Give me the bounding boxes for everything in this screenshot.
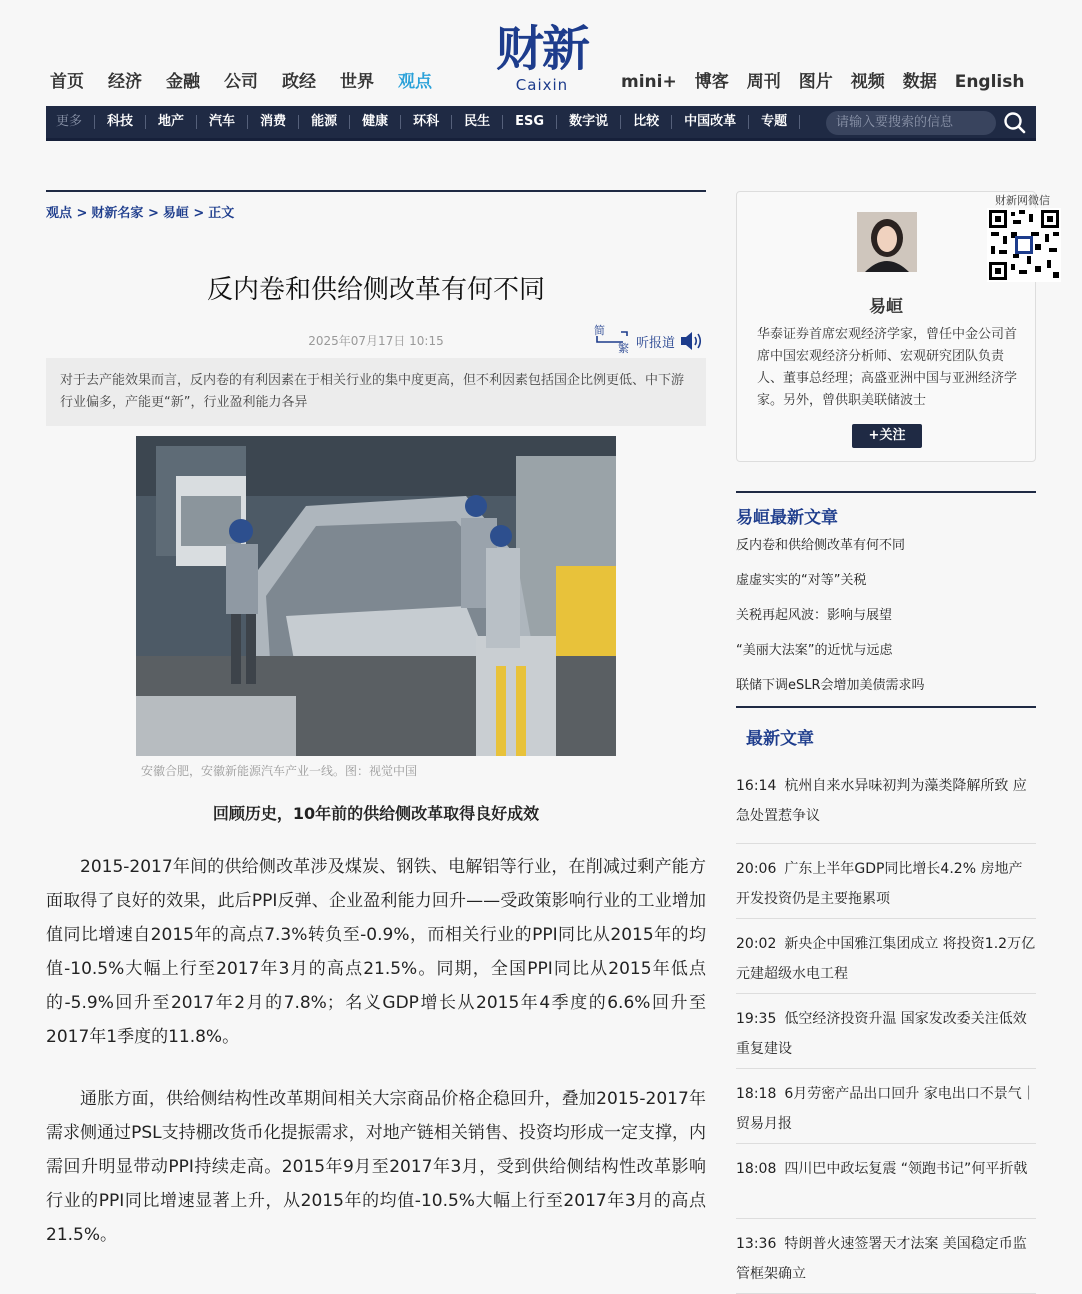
navbar-health[interactable]: 健康 [350, 115, 401, 129]
simplified-traditional-toggle[interactable] [593, 324, 631, 354]
nav-video[interactable]: 视频 [850, 72, 885, 92]
nav-english[interactable]: English [954, 72, 1025, 92]
latest-news-heading: 最新文章 [746, 729, 814, 749]
nav-weekly[interactable]: 周刊 [746, 72, 781, 92]
breadcrumb-author[interactable]: 易峘 > [162, 206, 205, 221]
news-item[interactable] [736, 1069, 1036, 1144]
breadcrumb-columnists[interactable]: 财新名家 > [91, 206, 159, 221]
news-item[interactable] [736, 1219, 1036, 1294]
author-latest-heading: 易峘最新文章 [736, 508, 838, 528]
news-time: 16:14 [736, 778, 777, 794]
author-photo [857, 212, 917, 272]
nav-world[interactable]: 世界 [340, 72, 374, 92]
nav-companies[interactable]: 公司 [224, 72, 258, 92]
news-time: 20:06 [736, 861, 777, 877]
navbar-esg[interactable]: ESG [503, 115, 557, 129]
navbar-china-reform[interactable]: 中国改革 [672, 115, 749, 129]
author-latest-articles [736, 491, 1036, 703]
listen-label: 听报道 [636, 335, 676, 351]
article-top-rule [46, 190, 706, 192]
logo-chinese: 财新 [495, 21, 588, 77]
news-item[interactable] [736, 1144, 1036, 1219]
breadcrumb-opinion[interactable]: 观点 > [46, 206, 88, 221]
latest-news [736, 706, 1036, 1294]
news-time: 20:02 [736, 936, 777, 952]
navbar-environment[interactable]: 环科 [401, 115, 452, 129]
nav-finance[interactable]: 金融 [166, 72, 200, 92]
news-headline[interactable]: 6月劳密产品出口回升 家电出口不景气｜贸易月报 [736, 1086, 1036, 1132]
traditional-label: 繁 [618, 342, 629, 355]
news-headline[interactable]: 低空经济投资升温 国家发改委关注低效重复建设 [736, 1011, 1027, 1057]
qr-code-icon [987, 208, 1061, 282]
search-input[interactable]: 请输入要搜索的信息 [826, 111, 996, 135]
navbar-livelihood[interactable]: 民生 [452, 115, 503, 129]
nav-blog[interactable]: 博客 [694, 72, 729, 92]
navbar-property[interactable]: 地产 [146, 115, 197, 129]
author-article-link[interactable]: 联储下调eSLR会增加美债需求吗 [736, 678, 925, 693]
simplified-label: 简 [594, 324, 605, 337]
nav-opinion[interactable]: 观点 [398, 72, 432, 92]
author-article-link[interactable]: 关税再起风波：影响与展望 [736, 608, 893, 623]
caixin-logo[interactable] [487, 22, 597, 96]
listen-button[interactable] [636, 330, 705, 352]
author-name[interactable]: 易峘 [869, 297, 903, 317]
publish-date: 2025年07月17日 10:15 [308, 334, 444, 348]
wechat-qr-code [987, 208, 1061, 282]
breadcrumb-current: 正文 [208, 206, 235, 221]
navbar-compare[interactable]: 比较 [621, 115, 672, 129]
nav-photos[interactable]: 图片 [798, 72, 833, 92]
navbar-topics[interactable]: 专题 [749, 115, 800, 129]
factory-photo-illustration [136, 436, 616, 756]
wechat-qr-label: 财新网微信 [995, 194, 1050, 207]
news-time: 13:36 [736, 1236, 777, 1252]
navbar-more[interactable]: 更多 [46, 115, 95, 129]
nav-politics[interactable]: 政经 [282, 72, 316, 92]
news-headline[interactable]: 杭州自来水异味初判为藻类降解所致 应急处置惹争议 [736, 778, 1027, 824]
article-paragraph: 2015-2017年间的供给侧改革涉及煤炭、钢铁、电解铝等行业，在削减过剩产能方面取得了良好的效果，此后PPI反弹、企业盈利能力回升——受政策影响行业的工业增加值同比增速自2015年的高点7.3%转负至-0.9%，而相关行业的PPI同比从2015年的均值-10.5%大幅上行至2017年3月的高点21.5%。同期，全国PPI同比从2015年低点的-5.9%回升至2017年2月的7.8%；名义GDP增长从2015年4季度的6.6%回升至2017年1季度的11.8%。 [46, 857, 706, 1047]
news-headline[interactable]: 广东上半年GDP同比增长4.2% 房地产开发投资仍是主要拖累项 [736, 861, 1023, 907]
navbar-data-talk[interactable]: 数字说 [557, 115, 621, 129]
news-headline[interactable]: 新央企中国雅江集团成立 将投资1.2万亿元建超级水电工程 [736, 936, 1036, 982]
article-subheading: 回顾历史，10年前的供给侧改革取得良好成效 [212, 804, 540, 823]
breadcrumb [46, 202, 706, 221]
article-paragraph: 通胀方面，供给侧结构性改革期间相关大宗商品价格企稳回升，叠加2015-2017年需求侧通过PSL支持棚改货币化提振需求，对地产链相关销售、投资均形成一定支撑，内需回升明显带动PPI持续走高。2015年9月至2017年3月，受到供给侧结构性改革影响行业的PPI同比增速显著上升，从2015年的均值-10.5%大幅上行至2017年3月的高点21.5%。 [46, 1089, 706, 1245]
article-meta [46, 324, 706, 358]
nav-mini[interactable]: mini+ [621, 72, 677, 92]
search-icon[interactable] [1002, 110, 1028, 136]
article-summary: 对于去产能效果而言，反内卷的有利因素在于相关行业的集中度更高，但不利因素包括国企比例更低、中下游行业偏多，产能更“新”，行业盈利能力各异 [46, 358, 706, 426]
article-main [46, 190, 706, 1252]
primary-nav-right [621, 68, 1042, 96]
news-item[interactable] [736, 769, 1036, 844]
navbar-energy[interactable]: 能源 [299, 115, 350, 129]
nav-home[interactable]: 首页 [50, 72, 84, 92]
speaker-icon [679, 330, 705, 352]
news-item[interactable] [736, 994, 1036, 1069]
logo-english: Caixin [515, 76, 569, 94]
author-article-link[interactable]: 反内卷和供给侧改革有何不同 [736, 538, 906, 553]
article-photo [136, 436, 616, 756]
news-time: 18:08 [736, 1161, 777, 1177]
nav-economy[interactable]: 经济 [108, 72, 142, 92]
navbar-consumer[interactable]: 消费 [248, 115, 299, 129]
news-time: 19:35 [736, 1011, 777, 1027]
author-avatar[interactable] [857, 212, 917, 272]
news-headline[interactable]: 特朗普火速签署天才法案 美国稳定币监管框架确立 [736, 1236, 1027, 1282]
image-caption: 安徽合肥，安徽新能源汽车产业一线。图：视觉中国 [141, 764, 418, 778]
news-item[interactable] [736, 919, 1036, 994]
author-bio: 华泰证券首席宏观经济学家，曾任中金公司首席中国宏观经济分析师、宏观研究团队负责人、董事总经理；高盛亚洲中国与亚洲经济学家。另外，曾供职美联储波士 [757, 327, 1018, 408]
navbar-tech[interactable]: 科技 [95, 115, 146, 129]
news-time: 18:18 [736, 1086, 777, 1102]
article-title: 反内卷和供给侧改革有何不同 [206, 275, 545, 305]
news-headline[interactable]: 四川巴中政坛复震 “领跑书记”何平折戟 [784, 1161, 1028, 1177]
secondary-navbar [46, 106, 1036, 141]
follow-button[interactable]: +关注 [852, 424, 922, 448]
author-article-link[interactable]: “美丽大法案”的近忧与远虑 [736, 643, 893, 658]
navbar-auto[interactable]: 汽车 [197, 115, 248, 129]
primary-nav-left [50, 68, 456, 96]
news-item[interactable] [736, 844, 1036, 919]
author-card [736, 191, 1050, 462]
author-article-link[interactable]: 虚虚实实的“对等”关税 [736, 573, 867, 588]
nav-data[interactable]: 数据 [902, 72, 937, 92]
